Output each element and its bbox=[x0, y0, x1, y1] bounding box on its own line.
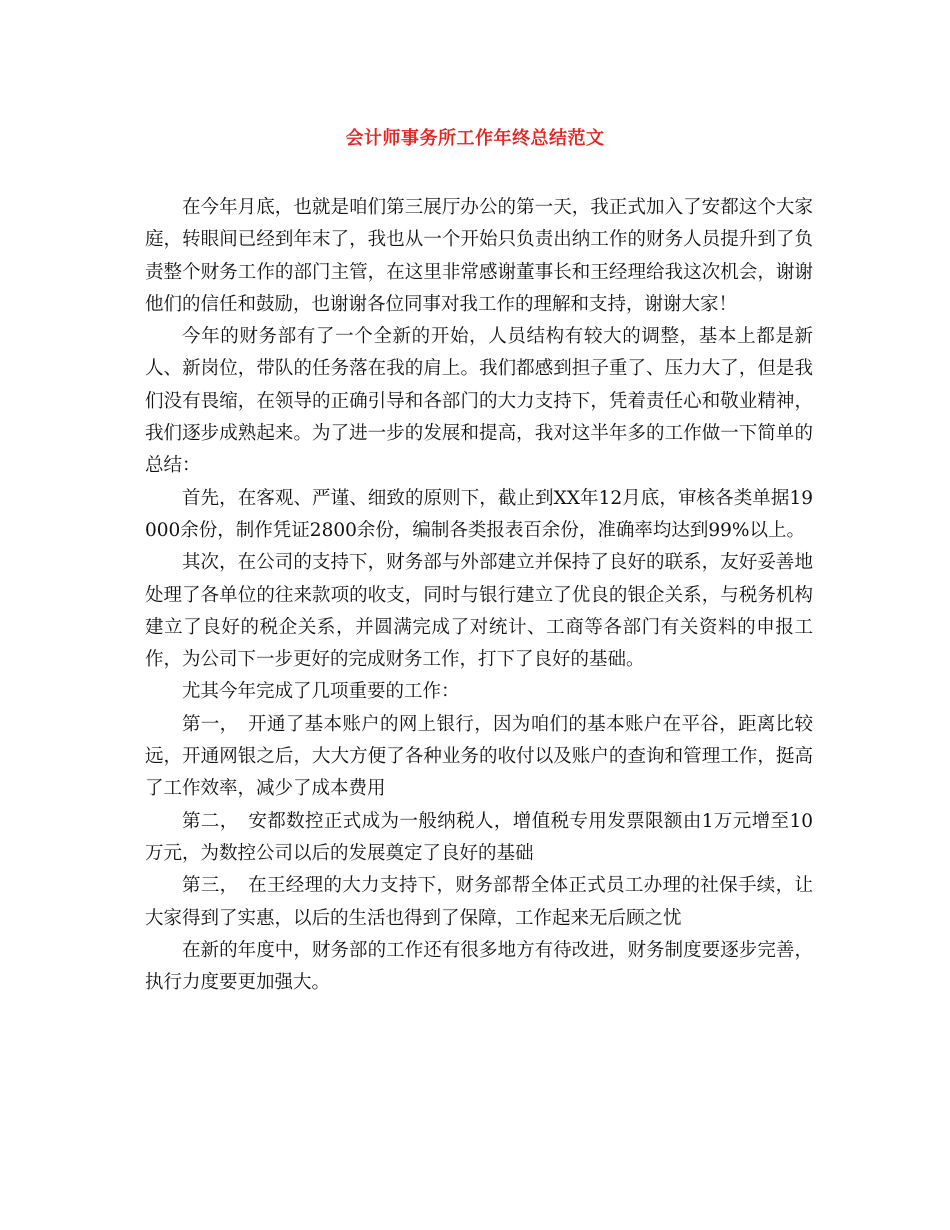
document-title: 会计师事务所工作年终总结范文 bbox=[345, 128, 605, 149]
paragraph-next-year: 在新的年度中，财务部的工作还有很多地方有待改进，财务制度要逐步完善，执行力度要更加强大。 bbox=[145, 939, 813, 994]
paragraph-external-relations: 其次，在公司的支持下，财务部与外部建立并保持了良好的联系，友好妥善地处理了各单位的往来款项的收支，同时与银行建立了优良的银企关系，与税务机构建立了良好的税企关系，并圆满完成了对统计、工商等各部门有关资料的申报工作，为公司下一步更好的完成财务工作，打下了良好的基础。 bbox=[145, 552, 813, 671]
paragraph-department-overview: 今年的财务部有了一个全新的开始，人员结构有较大的调整，基本上都是新人、新岗位，带队的任务落在我的肩上。我们都感到担子重了、压力大了，但是我们没有畏缩，在领导的正确引导和各部门的大力支持下，凭着责任心和敬业精神，我们逐步成熟起来。为了进一步的发展和提高，我对这半年多的工作做一下简单的总结： bbox=[145, 326, 813, 477]
paragraph-key-work-heading: 尤其今年完成了几项重要的工作： bbox=[182, 681, 460, 703]
paragraph-first-statistics: 首先，在客观、严谨、细致的原则下，截止到XX年12月底，审核各类单据19000余份，制作凭证2800余份，编制各类报表百余份，准确率均达到99%以上。 bbox=[145, 487, 813, 541]
paragraph-item-three: 第三， 在王经理的大力支持下，财务部帮全体正式员工办理的社保手续，让大家得到了实惠，以后的生活也得到了保障，工作起来无后顾之忧 bbox=[145, 875, 813, 929]
paragraph-intro: 在今年月底，也就是咱们第三展厅办公的第一天，我正式加入了安都这个大家庭，转眼间已经到年末了，我也从一个开始只负责出纳工作的财务人员提升到了负责整个财务工作的部门主管，在这里非常感谢董事长和王经理给我这次机会，谢谢他们的信任和鼓励，也谢谢各位同事对我工作的理解和支持，谢谢大家！ bbox=[145, 197, 813, 315]
document-body bbox=[145, 192, 813, 999]
paragraph-item-two: 第二， 安都数控正式成为一般纳税人，增值税专用发票限额由1万元增至10万元，为数控公司以后的发展奠定了良好的基础 bbox=[145, 810, 813, 864]
paragraph-item-one: 第一， 开通了基本账户的网上银行，因为咱们的基本账户在平谷，距离比较远，开通网银之后，大大方便了各种业务的收付以及账户的查询和管理工作，挺高了工作效率，减少了成本费用 bbox=[145, 713, 813, 800]
